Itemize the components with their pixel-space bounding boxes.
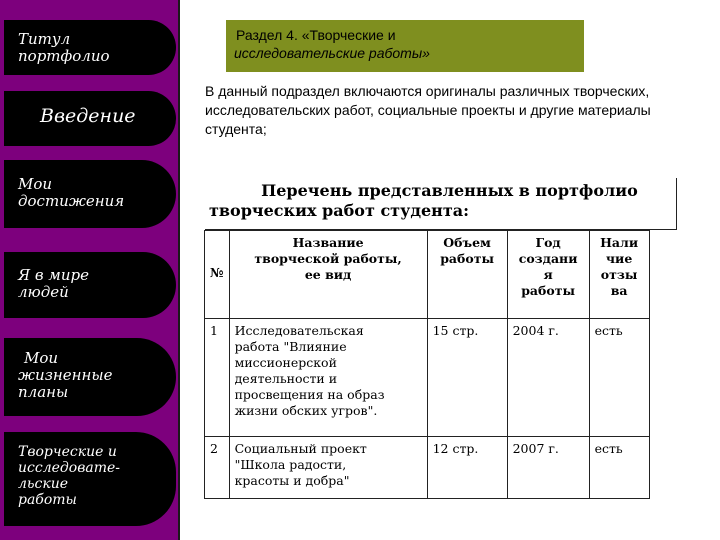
- nav-item-title-portfolio[interactable]: [4, 20, 176, 75]
- header-year-line: я: [543, 267, 553, 282]
- header-volume: [427, 231, 507, 319]
- nav-label: жизненные: [18, 366, 113, 384]
- cell-name-line: работа "Влияние: [234, 339, 347, 354]
- header-name: [229, 231, 427, 319]
- cell-review: есть: [589, 319, 649, 437]
- cell-name-line: Социальный проект: [234, 441, 367, 456]
- nav-label: исследовате-: [18, 460, 120, 476]
- nav-label: Я в мире: [18, 266, 89, 284]
- cell-name-line: жизни обских угров".: [234, 403, 378, 418]
- header-review: [589, 231, 649, 319]
- cell-num: 2: [205, 437, 230, 499]
- nav-item-introduction[interactable]: [4, 91, 176, 146]
- nav-label: портфолио: [18, 47, 110, 65]
- nav-label: Введение: [40, 105, 136, 127]
- nav-item-achievements[interactable]: [4, 160, 176, 228]
- list-title-line2: творческих работ студента:: [209, 201, 470, 220]
- cell-volume: 15 стр.: [427, 319, 507, 437]
- cell-name-line: "Школа радости,: [234, 457, 347, 472]
- header-num: №: [205, 231, 230, 319]
- cell-name-line: просвещения на образ: [234, 387, 385, 402]
- cell-num: 1: [205, 319, 230, 437]
- cell-name-line: деятельности и: [234, 371, 338, 386]
- list-title-line1: Перечень представленных в портфолио: [261, 181, 638, 200]
- nav-item-me-in-world[interactable]: [4, 252, 176, 318]
- cell-name-line: красоты и добра": [234, 473, 350, 488]
- works-table: [204, 230, 650, 499]
- cell-name-line: Исследовательская: [234, 323, 364, 338]
- header-name-line: творческой работы,: [254, 251, 402, 266]
- header-volume-line: работы: [440, 251, 494, 266]
- cell-name-line: миссионерской: [234, 355, 337, 370]
- table-row: [205, 437, 650, 499]
- section-header: [226, 20, 584, 72]
- header-year-line: создани: [518, 251, 578, 266]
- cell-year: 2007 г.: [507, 437, 589, 499]
- cell-year: 2004 г.: [507, 319, 589, 437]
- nav-label: Творческие и: [18, 444, 117, 460]
- cell-volume: 12 стр.: [427, 437, 507, 499]
- cell-review: есть: [589, 437, 649, 499]
- table-header-row: [205, 231, 650, 319]
- nav-item-life-plans[interactable]: [4, 338, 176, 416]
- cell-name: [229, 319, 427, 437]
- nav-item-creative-works[interactable]: [4, 432, 176, 526]
- section-header-line1: Раздел 4. «Творческие и: [236, 27, 396, 43]
- header-year-line: работы: [521, 283, 575, 298]
- nav-label: работы: [18, 492, 77, 508]
- header-volume-line: Объем: [443, 235, 491, 250]
- nav-label: достижения: [18, 192, 125, 210]
- list-title: [205, 178, 677, 230]
- table-row: [205, 319, 650, 437]
- header-year-line: Год: [535, 235, 561, 250]
- sidebar-divider: [178, 0, 180, 540]
- intro-text: В данный подраздел включаются оригиналы различных творческих, исследовательских работ, социальные проекты и другие материалы студента;: [205, 83, 651, 137]
- nav-label: планы: [18, 383, 69, 401]
- header-review-line: отзы: [600, 267, 638, 282]
- header-review-line: чие: [605, 251, 633, 266]
- header-name-line: Название: [292, 235, 364, 250]
- nav-label: льские: [18, 476, 69, 492]
- nav-label: Мои: [24, 349, 59, 367]
- nav-label: людей: [18, 283, 69, 301]
- nav-label: Титул: [18, 30, 71, 48]
- header-year: [507, 231, 589, 319]
- header-review-line: ва: [610, 283, 628, 298]
- cell-name: [229, 437, 427, 499]
- section-header-line2: исследовательские работы»: [234, 45, 430, 61]
- header-name-line: ее вид: [304, 267, 352, 282]
- header-review-line: Нали: [600, 235, 639, 250]
- nav-label: Мои: [18, 175, 53, 193]
